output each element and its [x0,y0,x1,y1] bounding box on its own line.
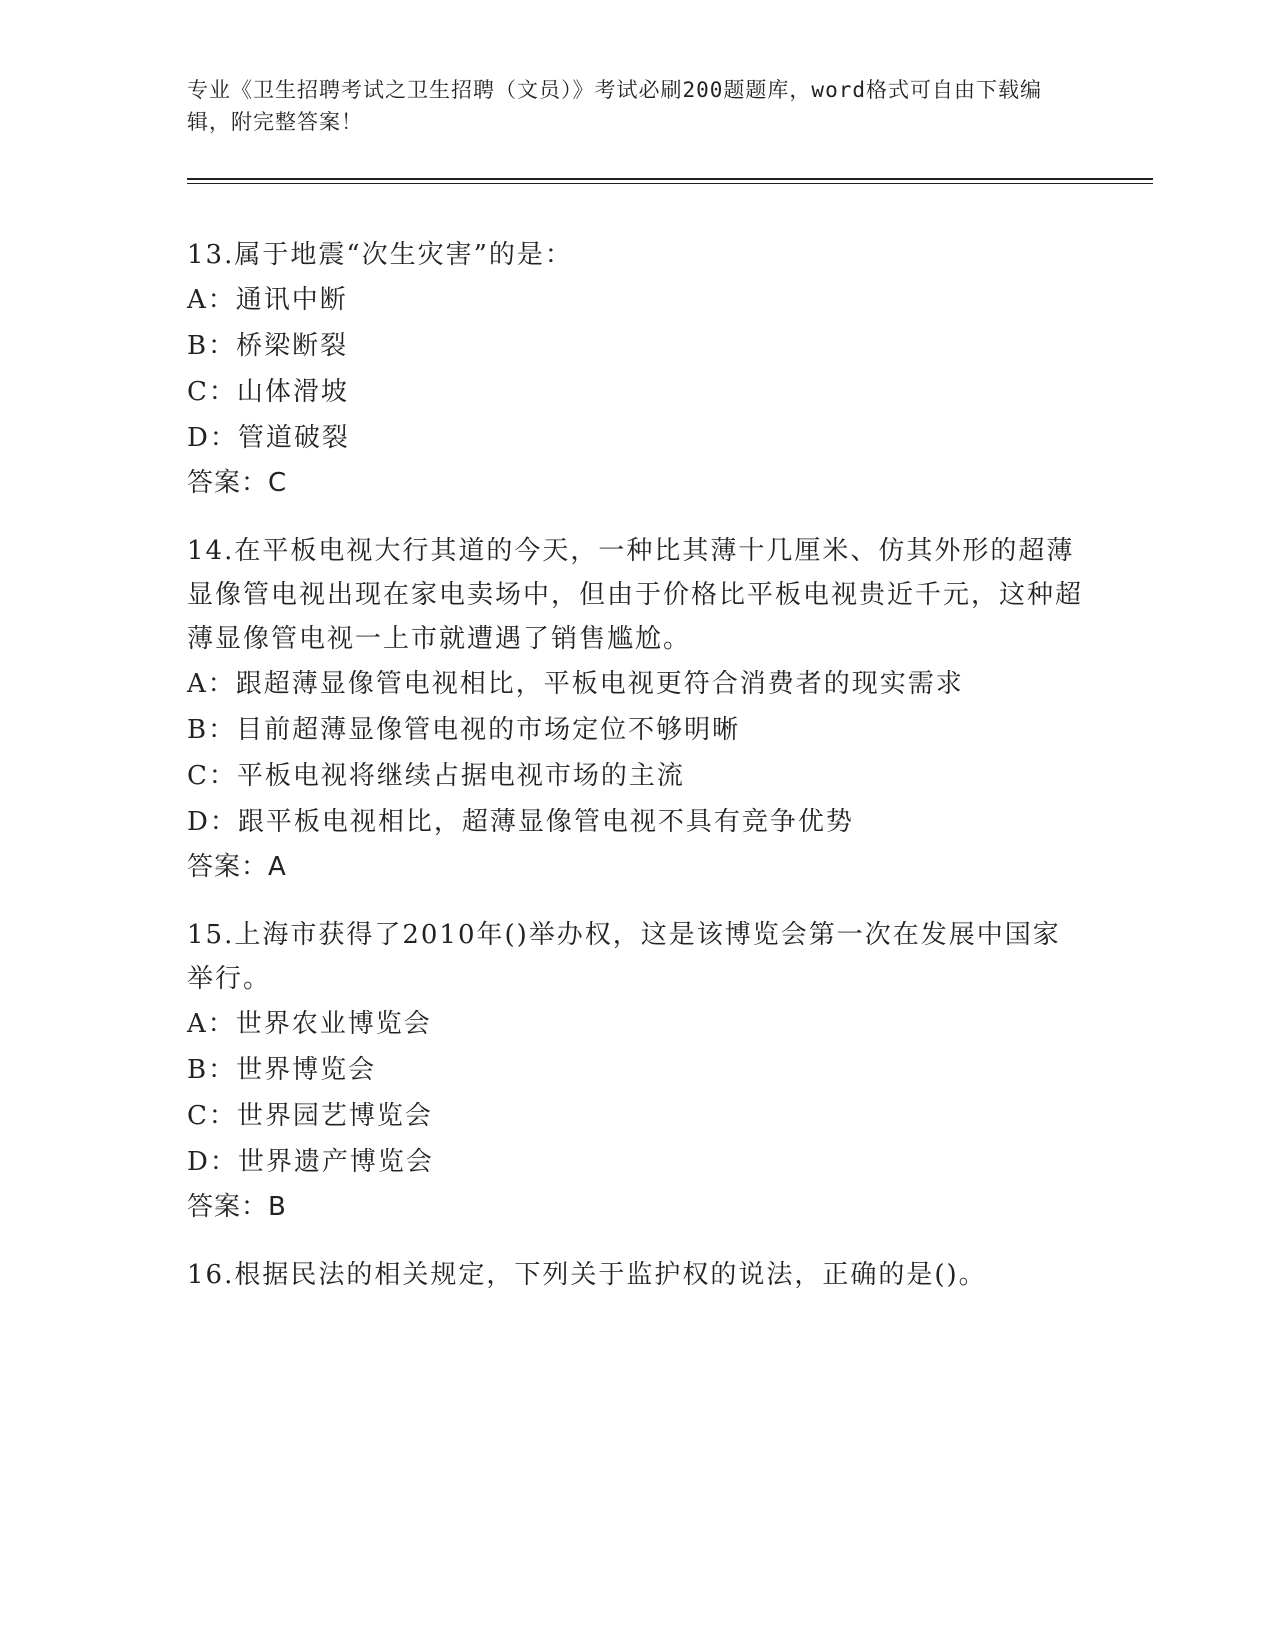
answer: 答案：B [187,1192,287,1222]
option-b: B：目前超薄显像管电视的市场定位不够明晰 [187,715,741,745]
question-text: 16.根据民法的相关规定，下列关于监护权的说法，正确的是()。 [187,1260,987,1290]
question-text: 13.属于地震“次生灾害”的是： [187,240,573,270]
option-d: D：世界遗产博览会 [187,1147,434,1177]
document-header: 专业《卫生招聘考试之卫生招聘（文员）》考试必刷200题题库，word格式可自由下载编辑，附完整答案！ [187,78,1042,134]
question-15 [187,913,1087,1229]
question-text: 14.在平板电视大行其道的今天，一种比其薄十几厘米、仿其外形的超薄显像管电视出现在家电卖场中，但由于价格比平板电视贵近千元，这种超薄显像管电视一上市就遭遇了销售尴尬。 [187,536,1084,654]
option-b: B：世界博览会 [187,1055,377,1085]
question-list [187,233,1087,1321]
question-16 [187,1253,1087,1297]
option-a: A：跟超薄显像管电视相比，平板电视更符合消费者的现实需求 [187,669,964,699]
option-d: D：跟平板电视相比，超薄显像管电视不具有竞争优势 [187,807,854,837]
header-divider-top [187,178,1153,180]
answer: 答案：C [187,468,288,498]
option-c: C：平板电视将继续占据电视市场的主流 [187,761,685,791]
header-divider-bottom [187,183,1153,184]
option-c: C：山体滑坡 [187,377,349,407]
question-text: 15.上海市获得了2010年()举办权，这是该博览会第一次在发展中国家举行。 [187,920,1061,994]
answer: 答案：A [187,852,287,882]
option-c: C：世界园艺博览会 [187,1101,433,1131]
option-b: B：桥梁断裂 [187,331,349,361]
option-a: A：世界农业博览会 [187,1009,432,1039]
option-a: A：通讯中断 [187,285,348,315]
option-d: D：管道破裂 [187,423,350,453]
question-13 [187,233,1087,505]
question-14 [187,529,1087,889]
